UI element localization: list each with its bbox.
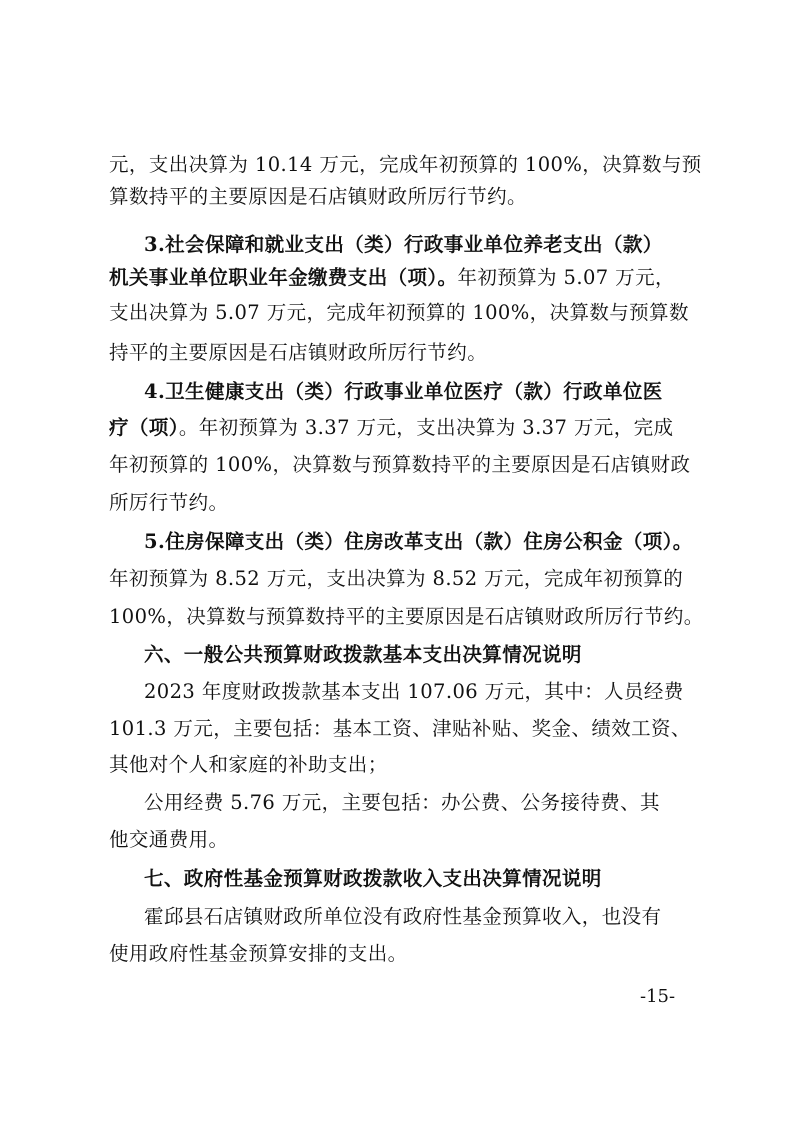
body-text-line: 支出决算为 5.07 万元，完成年初预算的 100%，决算数与预算数 [109,301,689,324]
body-text-line: 年初预算为 8.52 万元，支出决算为 8.52 万元，完成年初预算的 [109,567,684,590]
body-text-line: 元，支出决算为 10.14 万元，完成年初预算的 100%，决算数与预 [109,153,702,176]
body-text-line: 所厉行节约。 [109,491,229,514]
body-text-line: 算数持平的主要原因是石店镇财政所厉行节约。 [109,185,527,208]
body-text-line: 霍邱县石店镇财政所单位没有政府性基金预算收入，也没有 [144,905,662,928]
body-text-line: 100%，决算数与预算数持平的主要原因是石店镇财政所厉行节约。 [109,605,704,628]
item-heading: 5.住房保障支出（类）住房改革支出（款）住房公积金（项）。 [144,530,693,553]
body-text-line: 使用政府性基金预算安排的支出。 [109,942,408,965]
section-heading: 六、一般公共预算财政拨款基本支出决算情况说明 [144,643,582,666]
body-text: 年初预算为 5.07 万元， [457,266,675,289]
body-text-line: 其他对个人和家庭的补助支出； [109,753,388,776]
body-text-line: 101.3 万元，主要包括：基本工资、津贴补贴、奖金、绩效工资、 [109,717,691,740]
body-text: 。年初预算为 3.37 万元，支出决算为 3.37 万元，完成 [178,416,674,439]
item-heading: 机关事业单位职业年金缴费支出（项）。 [109,266,458,289]
item-heading: 疗（项） [109,416,179,439]
section-heading: 七、政府性基金预算财政拨款收入支出决算情况说明 [144,867,602,890]
item-heading: 4.卫生健康支出（类）行政事业单位医疗（款）行政单位医 [144,380,663,403]
page-number: -15- [640,986,676,1007]
body-text-line [109,413,688,443]
item-heading: 3.社会保障和就业支出（类）行政事业单位养老支出（款） [144,233,663,256]
body-text-line [109,263,688,293]
body-text-line: 2023 年度财政拨款基本支出 107.06 万元，其中：人员经费 [144,680,684,703]
body-text-line: 年初预算的 100%，决算数与预算数持平的主要原因是石店镇财政 [109,453,691,476]
body-text-line: 持平的主要原因是石店镇财政所厉行节约。 [109,341,488,364]
body-text-line: 他交通费用。 [109,828,229,851]
body-text-line: 公用经费 5.76 万元，主要包括：办公费、公务接待费、其 [144,791,660,814]
